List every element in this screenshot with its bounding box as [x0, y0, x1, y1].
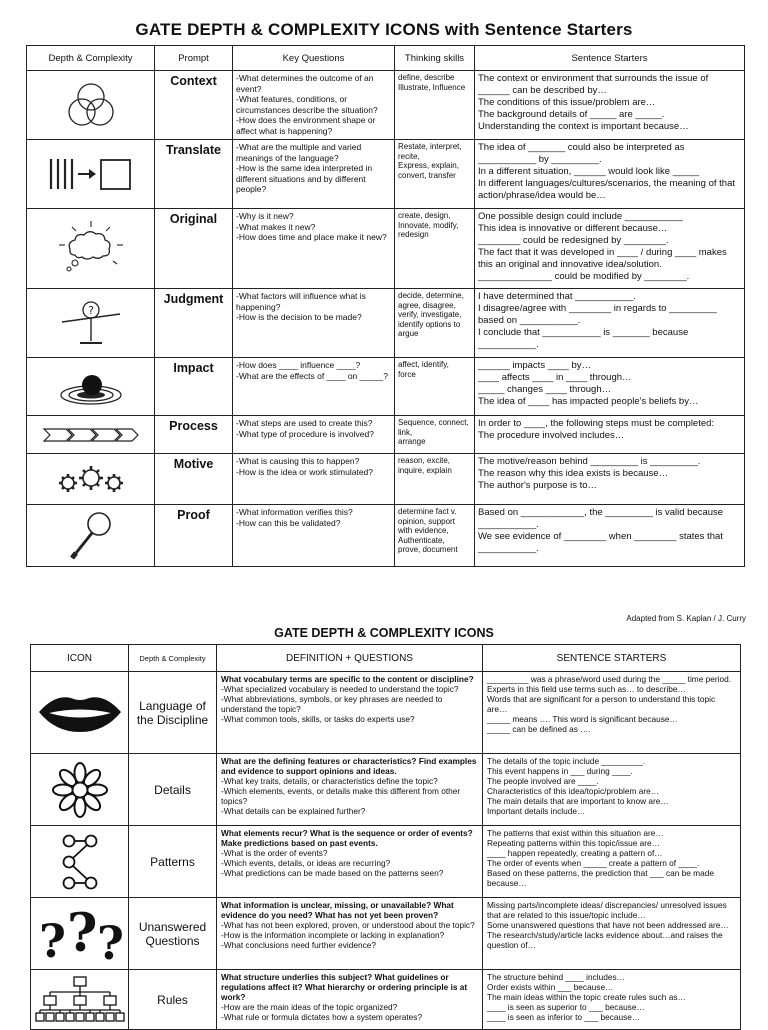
question-line: -How does ____ influence ____?: [236, 360, 361, 370]
skill-line: force: [398, 369, 416, 379]
question-line: -What key traits, details, or characteristics define the topic?: [221, 776, 438, 786]
sentence-starters: [483, 970, 741, 1030]
skill-line: Express, explain,: [398, 161, 459, 170]
gears-icon: [55, 461, 127, 497]
skill-line: reason, excite,: [398, 456, 451, 465]
starter-line: The details of the topic include _________.: [487, 756, 646, 766]
sentence-starters: [483, 826, 741, 898]
definition-questions: [217, 898, 483, 970]
table-row: [31, 826, 741, 898]
starter-line: In different languages/cultures/scenarios, the meaning of that action/phrase/idea would be…: [478, 178, 736, 201]
skill-line: determine fact v.: [398, 507, 457, 516]
starter-line: The research/study/article lacks evidence about…and raises the question of…: [487, 930, 723, 950]
table-row: [27, 505, 745, 567]
sentence-starters: [475, 454, 745, 505]
section-title: GATE DEPTH & COMPLEXITY ICONS: [274, 626, 494, 640]
prompt-label: Judgment: [155, 289, 233, 358]
starter-line: The reason why this idea exists is because…: [478, 468, 669, 479]
header-depth-complexity: Depth & Complexity: [129, 645, 217, 672]
question-line: -What makes it new?: [236, 221, 316, 232]
skill-line: Illustrate, Influence: [398, 82, 466, 92]
key-questions: [233, 140, 395, 209]
question-line: -What specialized vocabulary is needed to understand the topic?: [221, 684, 459, 694]
sentence-starters: [475, 289, 745, 358]
prompt-label: Context: [155, 71, 233, 140]
question-line: -What is causing this to happen?: [236, 456, 360, 466]
icon-cell: [27, 505, 155, 567]
starter-line: ____ affects ____ in ____ through…: [478, 372, 632, 383]
definition-questions: [217, 970, 483, 1030]
table-row: [27, 209, 745, 289]
starter-line: The structure behind ____ includes…: [487, 972, 625, 982]
starter-line: Understanding the context is important because…: [478, 121, 689, 132]
svg-text:?: ?: [97, 915, 124, 965]
starter-line: Important details include…: [487, 806, 586, 816]
starter-line: Some unanswered questions that have not been addressed are…: [487, 920, 729, 930]
question-line: -What details can be explained further?: [221, 806, 366, 816]
icon-cell: [27, 358, 155, 416]
starter-line: The procedure involved includes…: [478, 430, 625, 441]
icon-cell: [31, 898, 129, 970]
starter-line: The people involved are ____.: [487, 776, 599, 786]
question-line: -How are the main ideas of the topic organized?: [221, 1002, 398, 1012]
thinking-skills: [395, 454, 475, 505]
table-row: [27, 416, 745, 454]
skill-line: Sequence, connect,: [398, 418, 469, 427]
starter-line: The idea of _______ could also be interpreted as ___________ by _________.: [478, 142, 685, 165]
starter-line: The patterns that exist within this situation are…: [487, 828, 664, 838]
icon-cell: [27, 140, 155, 209]
skill-line: convert, transfer: [398, 170, 456, 180]
prompt-label: Impact: [155, 358, 233, 416]
skill-line: define, describe: [398, 73, 455, 82]
header-thinking-skills: Thinking skills: [395, 46, 475, 71]
skill-line: with evidence,: [398, 526, 449, 535]
table-row: [31, 898, 741, 970]
thinking-skills: [395, 358, 475, 416]
magnifying-glass-icon: [66, 509, 116, 563]
question-line: -What has not been explored, proven, or understood about the topic?: [221, 920, 475, 930]
sentence-starters: [483, 898, 741, 970]
starter-line: _____ changes ____ through…: [478, 384, 612, 395]
starter-line: The main ideas within the topic create rules such as…: [487, 992, 686, 1002]
starter-line: This event happens in ___ during ____.: [487, 766, 633, 776]
question-line: -How is the information incomplete or lacking in explanation?: [221, 930, 445, 940]
sentence-starters: [483, 672, 741, 754]
icon-cell: [31, 754, 129, 826]
thinking-skills: [395, 416, 475, 454]
prompt-label: Translate: [155, 140, 233, 209]
question-line: -How is the decision to be made?: [236, 312, 362, 322]
svg-text:?: ?: [39, 913, 66, 965]
attribution-credit: Adapted from S. Kaplan / J. Curry: [626, 614, 746, 623]
icon-cell: [27, 209, 155, 289]
skill-line: argue: [398, 329, 419, 338]
depth-complexity-name: Rules: [129, 970, 217, 1030]
definition-questions: [217, 754, 483, 826]
table-row: [27, 140, 745, 209]
starter-line: The conditions of this issue/problem are…: [478, 97, 656, 108]
header-icon: ICON: [31, 645, 129, 672]
thinking-skills: [395, 209, 475, 289]
skill-line: recite,: [398, 151, 420, 161]
starter-line: ____ happen repeatedly, creating a pattern of…: [487, 848, 663, 858]
sentence-starters: [483, 754, 741, 826]
skill-line: verify, investigate,: [398, 310, 462, 319]
prompt-label: Proof: [155, 505, 233, 567]
prompt-label: Original: [155, 209, 233, 289]
definition-bold: What vocabulary terms are specific to the content or discipline?: [221, 674, 474, 684]
icon-cell: [31, 672, 129, 754]
definition-questions: [217, 672, 483, 754]
starter-line: ____ is seen as superior to ___ because…: [487, 1002, 645, 1012]
impact-ripple-icon: [56, 365, 126, 409]
prompt-label: Process: [155, 416, 233, 454]
sentence-starters: [475, 358, 745, 416]
starter-line: In a different situation, ______ would look like _____: [478, 166, 700, 177]
icon-cell: [27, 454, 155, 505]
skill-line: redesign: [398, 230, 429, 239]
thinking-skills: [395, 505, 475, 567]
depth-complexity-table: [26, 45, 745, 567]
svg-text:?: ?: [67, 902, 98, 964]
definition-bold: What elements recur? What is the sequence or order of events? Make predictions based on past events.: [221, 828, 473, 848]
thinking-skills: [395, 289, 475, 358]
starter-line: The fact that it was developed in ____ / during ____ makes this an original and innovative idea/solution.: [478, 247, 727, 270]
starter-line: _________ was a phrase/word used during the _____ time period.: [487, 674, 732, 684]
key-questions: [233, 289, 395, 358]
starter-line: Characteristics of this idea/topic/problem are…: [487, 786, 660, 796]
definition-bold: What structure underlies this subject? What guidelines or regulations affect it? What hierarchy or ordering principle is at work?: [221, 972, 468, 1002]
skill-line: Restate, interpret,: [398, 142, 462, 151]
table-row: [31, 970, 741, 1030]
judgment-scale-icon: [56, 295, 126, 351]
table-header-row: [27, 46, 745, 71]
depth-complexity-name: Patterns: [129, 826, 217, 898]
table-header-row: [31, 645, 741, 672]
skill-line: opinion, support: [398, 516, 455, 526]
starter-line: Missing parts/incomplete ideas/ discrepancies/ unresolved issues that are related to this issue/topic include…: [487, 900, 727, 920]
question-line: -What conclusions need further evidence?: [221, 940, 376, 950]
page-title: GATE DEPTH & COMPLEXITY ICONS with Sentence Starters: [135, 20, 633, 39]
question-line: -How does time and place make it new?: [236, 232, 387, 242]
skill-line: affect, identify,: [398, 360, 449, 369]
question-line: -Which elements, events, or details make this different from other topics?: [221, 786, 461, 806]
starter-line: Order exists within ___ because…: [487, 982, 614, 992]
header-key-questions: Key Questions: [233, 46, 395, 71]
starter-line: The background details of _____ are _____.: [478, 109, 665, 120]
key-questions: [233, 416, 395, 454]
starter-line: Based on these patterns, the prediction that ___ can be made because…: [487, 868, 714, 888]
starter-line: _____ means …. This word is significant because…: [487, 714, 678, 724]
question-line: -Which events, details, or ideas are recurring?: [221, 858, 391, 868]
sentence-starters: [475, 505, 745, 567]
starter-line: Words that are significant for a person to understand this topic are…: [487, 694, 716, 714]
skill-line: agree, disagree,: [398, 300, 456, 310]
question-line: -What are the effects of ____ on _____?: [236, 370, 389, 381]
question-line: -What rule or formula dictates how a system operates?: [221, 1012, 423, 1022]
starter-line: Repeating patterns within this topic/issue are…: [487, 838, 660, 848]
table-row: [27, 358, 745, 416]
lips-icon: [35, 688, 125, 738]
starter-line: The main details that are important to know are…: [487, 796, 669, 806]
skill-line: Authenticate,: [398, 535, 445, 545]
skill-line: Innovate, modify,: [398, 220, 459, 230]
venn-circles-icon: [63, 77, 119, 133]
question-line: -What type of procedure is involved?: [236, 428, 374, 439]
bars-arrow-box-icon: [45, 154, 137, 194]
question-line: -Why is it new?: [236, 211, 294, 221]
skill-line: prove, document: [398, 545, 458, 554]
question-line: -What is the order of events?: [221, 848, 328, 858]
definition-bold: What are the defining features or characteristics? Find examples and evidence to support opinions and ideas.: [221, 756, 477, 776]
sentence-starters: [475, 416, 745, 454]
starter-line: The order of events when _____ create a pattern of ____.: [487, 858, 700, 868]
starter-line: Based on ____________, the _________ is valid because ___________.: [478, 507, 724, 530]
question-marks-icon: [35, 903, 129, 965]
depth-complexity-name: Language of the Discipline: [129, 672, 217, 754]
header-sentence-starters: SENTENCE STARTERS: [483, 645, 741, 672]
key-questions: [233, 505, 395, 567]
key-questions: [233, 209, 395, 289]
question-line: -What abbreviations, symbols, or key phrases are needed to understand the topic?: [221, 694, 443, 714]
question-line: -What steps are used to create this?: [236, 418, 373, 428]
starter-line: One possible design could include ___________: [478, 211, 683, 222]
header-depth-complexity: Depth & Complexity: [27, 46, 155, 71]
svg-text:?: ?: [87, 304, 94, 317]
starter-line: Experts in this field use terms such as… to describe…: [487, 684, 686, 694]
definition-bold: What information is unclear, missing, or unavailable? What evidence do you need? What has not yet been proven?: [221, 900, 454, 920]
starter-line: _____ can be defined as ….: [487, 724, 591, 734]
skill-line: inquire, explain: [398, 465, 452, 475]
starter-line: ____ is seen as inferior to ___ because…: [487, 1012, 641, 1022]
key-questions: [233, 358, 395, 416]
thinking-skills: [395, 140, 475, 209]
table-row: [31, 672, 741, 754]
icon-cell: [31, 826, 129, 898]
starter-line: I disagree/agree with ________ in regards to _________ based on ___________.: [478, 303, 717, 326]
skill-line: identify options to: [398, 319, 461, 329]
header-prompt: Prompt: [155, 46, 233, 71]
table-row: [27, 71, 745, 140]
sentence-starters: [475, 140, 745, 209]
depth-complexity-icons-table: [30, 644, 741, 1030]
starter-line: I conclude that ___________ is _______ because ___________.: [478, 327, 689, 350]
table-row: [27, 289, 745, 358]
question-line: -What factors will influence what is happening?: [236, 291, 366, 312]
question-line: -How does the environment shape or affect what is happening?: [236, 115, 376, 136]
depth-complexity-name: Details: [129, 754, 217, 826]
starter-line: ______ impacts ____ by…: [478, 360, 592, 371]
skill-line: link,: [398, 427, 413, 437]
table-row: [27, 454, 745, 505]
question-line: -How can this be validated?: [236, 517, 341, 528]
icon-cell: [31, 970, 129, 1030]
icon-cell: [27, 71, 155, 140]
starter-line: The context or environment that surrounds the issue of ______ can be described by…: [478, 73, 709, 96]
skill-line: create, design,: [398, 211, 451, 220]
chevron-arrows-icon: [42, 426, 140, 444]
definition-questions: [217, 826, 483, 898]
starter-line: The idea of ____ has impacted people's beliefs by…: [478, 396, 699, 407]
starter-line: ______________ could be modified by ________.: [478, 271, 690, 282]
starter-line: In order to ____, the following steps must be completed:: [478, 418, 715, 429]
table-row: [31, 754, 741, 826]
thinking-skills: [395, 71, 475, 140]
hierarchy-icon: [35, 975, 125, 1025]
icon-cell: [27, 289, 155, 358]
thought-cloud-icon: [49, 219, 133, 279]
starter-line: I have determined that ___________.: [478, 291, 636, 302]
question-line: -How is the idea or work stimulated?: [236, 466, 374, 477]
starter-line: The motive/reason behind _________ is _________.: [478, 456, 701, 467]
skill-line: arrange: [398, 437, 426, 446]
skill-line: decide, determine,: [398, 291, 464, 300]
question-line: -What predictions can be made based on the patterns seen?: [221, 868, 444, 878]
question-line: -What information verifies this?: [236, 507, 353, 517]
depth-complexity-name: Unanswered Questions: [129, 898, 217, 970]
question-line: -What common tools, skills, or tasks do experts use?: [221, 714, 415, 724]
sentence-starters: [475, 209, 745, 289]
question-line: -How is the same idea interpreted in different situations and by different people?: [236, 163, 373, 194]
starter-line: The author's purpose is to…: [478, 480, 598, 491]
starter-line: This idea is innovative or different because…: [478, 223, 668, 234]
question-line: -What are the multiple and varied meanings of the language?: [236, 142, 362, 163]
sentence-starters: [475, 71, 745, 140]
prompt-label: Motive: [155, 454, 233, 505]
starter-line: We see evidence of ________ when ________ states that ___________.: [478, 531, 723, 554]
header-sentence-starters: Sentence Starters: [475, 46, 745, 71]
header-definition-questions: DEFINITION + QUESTIONS: [217, 645, 483, 672]
key-questions: [233, 71, 395, 140]
key-questions: [233, 454, 395, 505]
flower-icon: [50, 760, 110, 820]
patterns-icon: [60, 832, 100, 892]
question-line: -What determines the outcome of an event?: [236, 73, 374, 94]
question-line: -What features, conditions, or circumstances describe the situation?: [236, 94, 378, 115]
icon-cell: [27, 416, 155, 454]
starter-line: ________ could be redesigned by ________.: [478, 235, 669, 246]
